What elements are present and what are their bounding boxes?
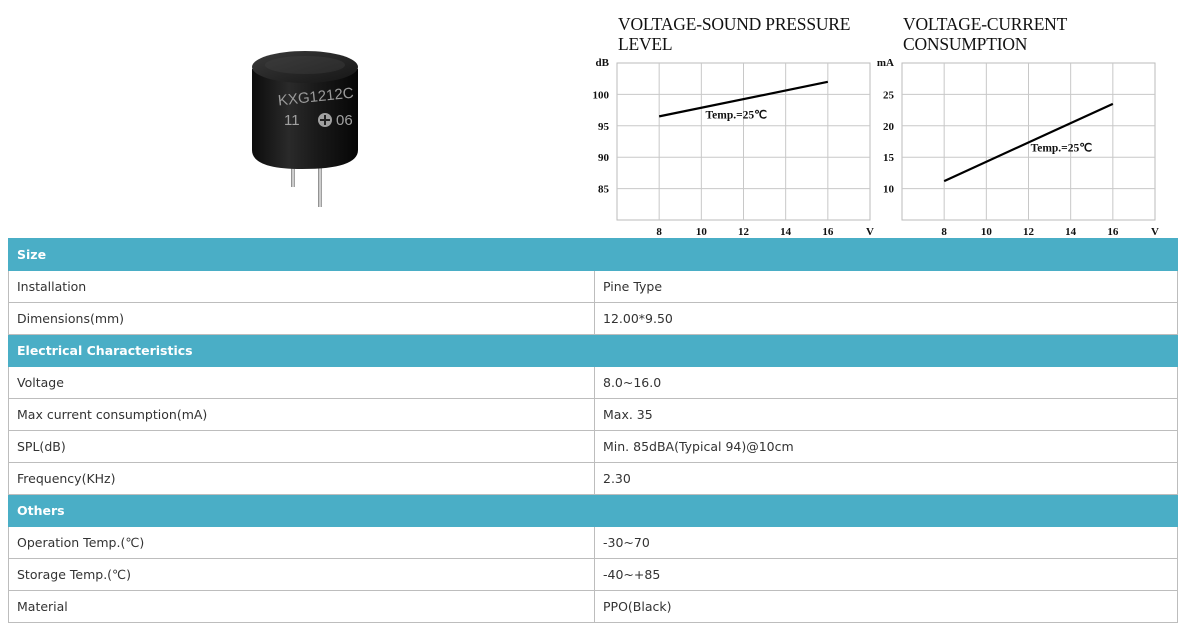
y-tick-label: 90 [598, 152, 609, 165]
table-row [9, 591, 1178, 623]
buzzer-marking-3: 06 [336, 112, 353, 129]
table-row [9, 399, 1178, 431]
y-tick-label: 15 [883, 152, 894, 165]
chart-voltage-spl [585, 0, 885, 245]
row-label: Storage Temp.(℃) [9, 559, 595, 591]
section-header [9, 335, 1178, 367]
temperature-annotation: Temp.=25℃ [705, 109, 768, 122]
section-title: Electrical Characteristics [9, 335, 1178, 367]
chart-title [618, 14, 878, 54]
row-value: -30~70 [595, 527, 1178, 559]
x-tick-label: 8 [941, 226, 947, 238]
table-row [9, 303, 1178, 335]
table-row [9, 527, 1178, 559]
chart-title-line-2: CONSUMPTION [903, 34, 1028, 54]
row-value: 8.0~16.0 [595, 367, 1178, 399]
y-axis-unit: mA [876, 57, 894, 69]
y-tick-label: 10 [883, 183, 894, 196]
spec-table [8, 238, 1178, 623]
row-value: Max. 35 [595, 399, 1178, 431]
row-value: -40~+85 [595, 559, 1178, 591]
row-label: Voltage [9, 367, 595, 399]
x-axis-unit: V [1151, 226, 1159, 238]
chart-title [903, 14, 1163, 54]
x-tick-label: 16 [1107, 226, 1119, 238]
section-header [9, 495, 1178, 527]
table-row [9, 559, 1178, 591]
chart-title-line-2: LEVEL [618, 34, 673, 54]
x-tick-label: 16 [822, 226, 834, 238]
row-value: Min. 85dBA(Typical 94)@10cm [595, 431, 1178, 463]
row-label: Installation [9, 271, 595, 303]
x-tick-label: 12 [1023, 226, 1034, 238]
buzzer-marking-1: KXG1212C [277, 84, 355, 110]
table-row [9, 367, 1178, 399]
table-row [9, 463, 1178, 495]
x-tick-label: 14 [780, 226, 792, 238]
row-label: Frequency(KHz) [9, 463, 595, 495]
chart-title-line-1: VOLTAGE-CURRENT [903, 14, 1068, 34]
section-title: Others [9, 495, 1178, 527]
x-tick-label: 10 [980, 226, 992, 238]
x-tick-label: 10 [695, 226, 707, 238]
product-photo [240, 45, 380, 215]
y-tick-label: 85 [598, 183, 609, 196]
chart-voltage-current [870, 0, 1170, 245]
row-label: Dimensions(mm) [9, 303, 595, 335]
temperature-annotation: Temp.=25℃ [1030, 142, 1093, 155]
y-axis-unit: dB [595, 57, 609, 69]
y-tick-label: 20 [883, 120, 894, 133]
row-value: 12.00*9.50 [595, 303, 1178, 335]
y-tick-label: 100 [592, 89, 609, 102]
y-tick-label: 25 [883, 89, 894, 102]
row-label: Max current consumption(mA) [9, 399, 595, 431]
row-value: Pine Type [595, 271, 1178, 303]
x-tick-label: 14 [1065, 226, 1077, 238]
table-row [9, 431, 1178, 463]
row-label: Material [9, 591, 595, 623]
buzzer-marking-2: 11 [284, 112, 300, 129]
row-label: SPL(dB) [9, 431, 595, 463]
table-row [9, 271, 1178, 303]
x-tick-label: 8 [656, 226, 662, 238]
row-value: 2.30 [595, 463, 1178, 495]
x-tick-label: 12 [738, 226, 749, 238]
section-title: Size [9, 239, 1178, 271]
row-value: PPO(Black) [595, 591, 1178, 623]
section-header [9, 239, 1178, 271]
chart-title-line-1: VOLTAGE-SOUND PRESSURE [618, 14, 851, 34]
y-tick-label: 95 [598, 120, 609, 133]
row-label: Operation Temp.(℃) [9, 527, 595, 559]
x-axis-unit: V [866, 226, 874, 238]
